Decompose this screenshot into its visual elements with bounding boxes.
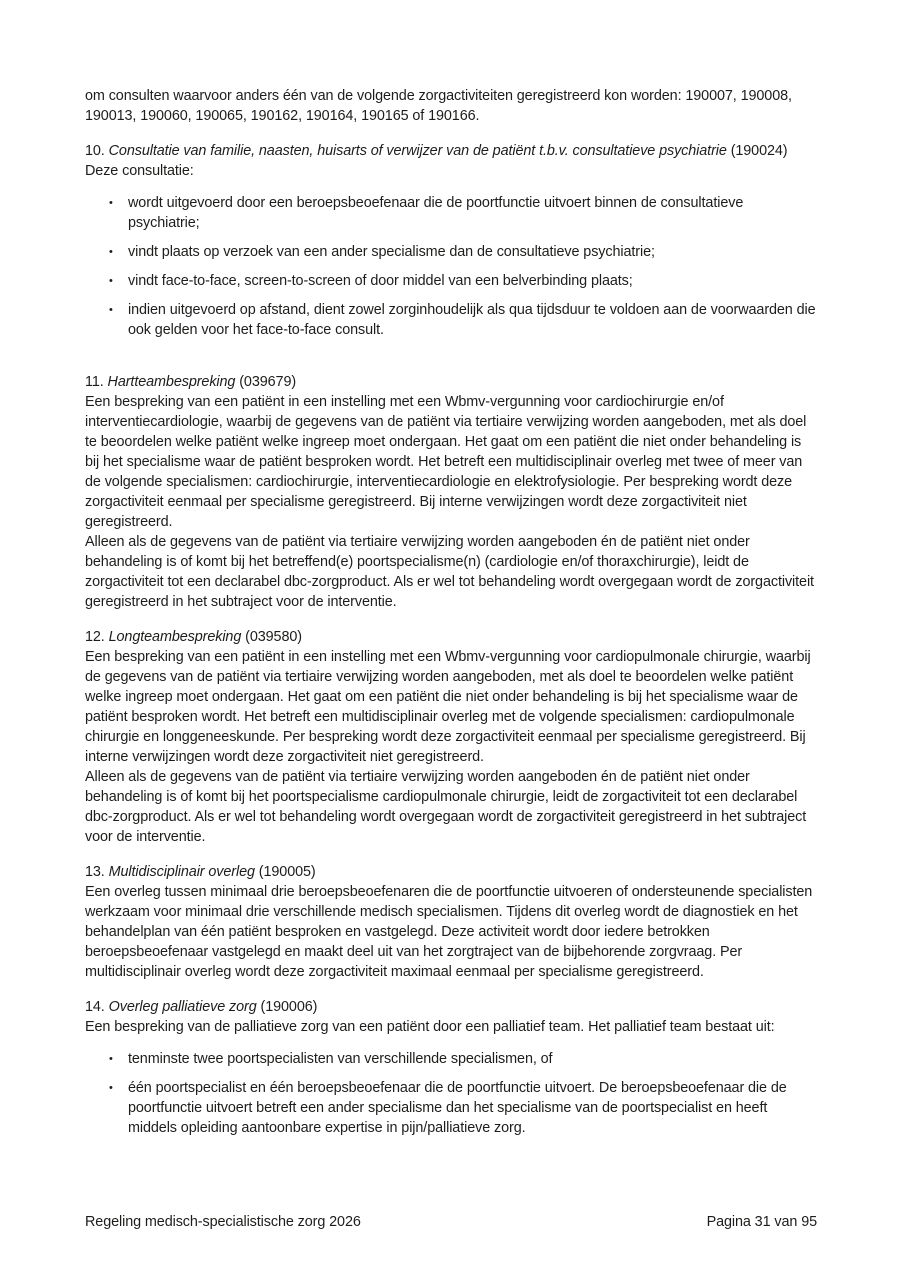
section-12-paragraph: Een bespreking van een patiënt in een instelling met een Wbmv-vergunning voor cardiopulmonale chirurgie, waarbij de gegevens van de patiënt via tertiaire verwijzing worden aangeboden, met als doel te beoordelen welke patiënt welke ingreep moet ondergaan. Het gaat om een patiënt die niet onder behandeling is bij het specialisme waar de patiënt besproken wordt. Het betreft een multidisciplinair overleg met de volgende specialismen: cardiopulmonale chirurgie en longgeneeskunde. Per bespreking wordt deze zorgactiviteit eenmaal per specialisme geregistreerd. Bij interne verwijzingen wordt deze zorgactiviteit niet geregistreerd. xyxy=(85,649,811,765)
bullet-icon: • xyxy=(109,246,113,258)
section-14-lead: Een bespreking van de palliatieve zorg van een patiënt door een palliatief team. Het palliatief team bestaat uit: xyxy=(85,1019,775,1035)
section-14-bullet-list xyxy=(85,1049,817,1138)
bullet-text: wordt uitgevoerd door een beroepsbeoefenaar die de poortfunctie uitvoert binnen de consultatieve psychiatrie; xyxy=(128,195,744,231)
section-12-paragraph: Alleen als de gegevens van de patiënt via tertiaire verwijzing worden aangeboden én de patiënt niet onder behandeling is of komt bij het poortspecialisme cardiopulmonale chirurgie, leidt de zorgactiviteit tot een declarabel dbc-zorgproduct. Als er wel tot behandeling wordt overgegaan wordt de zorgactiviteit geregistreerd in het subtraject voor de interventie. xyxy=(85,769,807,845)
list-item xyxy=(109,271,817,291)
section-10-heading xyxy=(85,141,817,161)
section-title: Overleg palliatieve zorg xyxy=(108,999,257,1015)
section-10 xyxy=(85,141,817,340)
section-code: (039679) xyxy=(239,374,297,390)
bullet-text: vindt face-to-face, screen-to-screen of door middel van een belverbinding plaats; xyxy=(128,273,633,289)
bullet-text: één poortspecialist en één beroepsbeoefenaar die de poortfunctie uitvoert. De beroepsbeoefenaar die de poortfunctie uitvoert betreft een ander specialisme dan het specialisme van de poortspecialist en heeft middels opleiding aantoonbare expertise in pijn/palliatieve zorg. xyxy=(128,1080,787,1136)
section-number: 11. xyxy=(85,374,104,390)
list-item xyxy=(109,300,817,340)
bullet-text: vindt plaats op verzoek van een ander specialisme dan de consultatieve psychiatrie; xyxy=(128,244,655,260)
section-12-heading xyxy=(85,627,817,647)
section-10-lead: Deze consultatie: xyxy=(85,163,194,179)
page-content xyxy=(85,86,817,1138)
section-13-paragraph: Een overleg tussen minimaal drie beroepsbeoefenaren die de poortfunctie uitvoeren of ondersteunende specialisten werkzaam voor minimaal drie verschillende medisch specialismen. Tijdens dit overleg wordt de diagnostiek en het behandelplan van één patiënt besproken en vastgelegd. Deze activiteit wordt door iedere betrokken beroepsbeoefenaar vastgelegd en maakt deel uit van het zorgtraject van de bijbehorende zorgvraag. Per multidisciplinair overleg wordt deze zorgactiviteit maximaal eenmaal per specialisme geregistreerd. xyxy=(85,884,813,980)
footer-page-number: Pagina 31 van 95 xyxy=(706,1214,817,1230)
section-12 xyxy=(85,627,817,847)
section-code: (039580) xyxy=(245,629,302,645)
bullet-icon: • xyxy=(109,1053,113,1065)
section-title: Longteambespreking xyxy=(108,629,242,645)
bullet-icon: • xyxy=(109,304,113,316)
section-title: Hartteambespreking xyxy=(107,374,236,390)
section-11-paragraph: Alleen als de gegevens van de patiënt via tertiaire verwijzing worden aangeboden én de patiënt niet onder behandeling is of komt bij het betreffend(e) poortspecialisme(n) (cardiologie en/of thoraxchirurgie), leidt de zorgactiviteit tot een declarabel dbc-zorgproduct. Als er wel tot behandeling wordt overgegaan wordt de zorgactiviteit geregistreerd in het subtraject voor de interventie. xyxy=(85,534,814,610)
section-code: (190006) xyxy=(260,999,318,1015)
page-footer xyxy=(85,1212,817,1232)
list-item xyxy=(109,193,817,233)
section-number: 14. xyxy=(85,999,105,1015)
section-number: 13. xyxy=(85,864,105,880)
section-number: 10. xyxy=(85,143,105,159)
section-14 xyxy=(85,997,817,1138)
section-title: Consultatie van familie, naasten, huisarts of verwijzer van de patiënt t.b.v. consultatieve psychiatrie xyxy=(108,143,727,159)
bullet-icon: • xyxy=(109,275,113,287)
list-item xyxy=(109,242,817,262)
footer-document-title: Regeling medisch-specialistische zorg 2026 xyxy=(85,1214,361,1230)
section-number: 12. xyxy=(85,629,105,645)
bullet-icon: • xyxy=(109,1082,113,1094)
section-13 xyxy=(85,862,817,982)
intro-paragraph: om consulten waarvoor anders één van de volgende zorgactiviteiten geregistreerd kon worden: 190007, 190008, 190013, 190060, 190065, 190162, 190164, 190165 of 190166. xyxy=(85,88,792,124)
section-13-heading xyxy=(85,862,817,882)
bullet-text: tenminste twee poortspecialisten van verschillende specialismen, of xyxy=(128,1051,553,1067)
list-item xyxy=(109,1049,817,1069)
bullet-icon: • xyxy=(109,197,113,209)
section-title: Multidisciplinair overleg xyxy=(108,864,255,880)
bullet-text: indien uitgevoerd op afstand, dient zowel zorginhoudelijk als qua tijdsduur te voldoen aan de voorwaarden die ook gelden voor het face-to-face consult. xyxy=(128,302,816,338)
section-11-heading xyxy=(85,372,817,392)
section-code: (190005) xyxy=(258,864,316,880)
section-11-paragraph: Een bespreking van een patiënt in een instelling met een Wbmv-vergunning voor cardiochirurgie en/of interventiecardiologie, waarbij de gegevens van de patiënt via tertiaire verwijzing worden aangeboden, met als doel te beoordelen welke patiënt welke ingreep moet ondergaan. Het gaat om een patiënt die niet onder behandeling is bij het specialisme waar de patiënt besproken wordt. Het betreft een multidisciplinair overleg met twee of meer van de volgende specialismen: cardiochirurgie, interventiecardiologie en elektrofysiologie. Per bespreking wordt deze zorgactiviteit eenmaal per specialisme geregistreerd. Bij interne verwijzingen wordt deze zorgactiviteit niet geregistreerd. xyxy=(85,394,807,530)
section-14-heading xyxy=(85,997,817,1017)
section-11 xyxy=(85,372,817,612)
list-item xyxy=(109,1078,817,1138)
section-10-bullet-list xyxy=(85,193,817,340)
section-code: (190024) xyxy=(730,143,788,159)
